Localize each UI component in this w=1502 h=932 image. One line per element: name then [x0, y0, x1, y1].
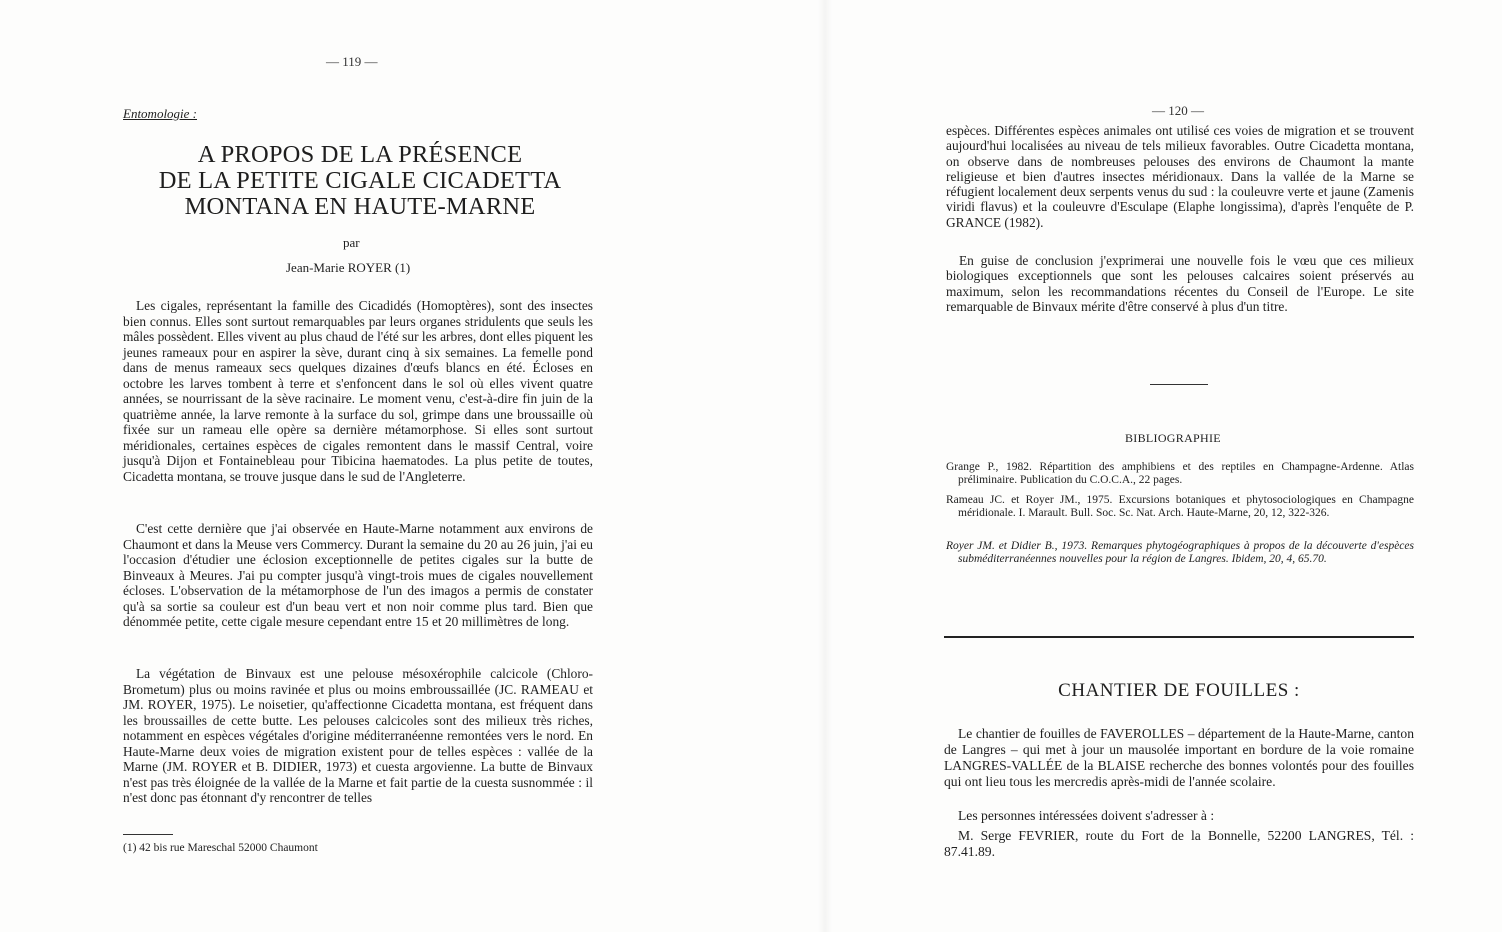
- footnote-rule: [123, 834, 173, 835]
- author-name: Jean-Marie ROYER (1): [286, 260, 411, 275]
- notice-paragraph: Les personnes intéressées doivent s'adresser à :: [958, 808, 1215, 823]
- footnote: (1) 42 bis rue Mareschal 52000 Chaumont: [123, 842, 318, 854]
- notice-contact: M. Serge FEVRIER, route du Fort de la Bonnelle, 52200 LANGRES, Tél. : 87.41.89.: [944, 828, 1414, 859]
- right-page: [832, 0, 1502, 932]
- section-label: Entomologie :: [123, 106, 198, 121]
- body-paragraph: La végétation de Binvaux est une pelouse mésoxérophile calcicole (Chloro-Brometum) plus ou moins ravinée et plus ou moins embroussaillée (JC. RAMEAU et JM. ROYER, 1975). Le noisetier, qu'affectionne Cicadetta montana, est fréquent dans les broussailles de cette butte. Les pelouses calcicoles sont des milieux très riches, notamment en espèces végétales d'origine méditerranéenne remontées vers le nord. En Haute-Marne deux voies de migration existent pour de telles espèces : vallée de la Marne (JM. ROYER et B. DIDIER, 1973) et cuesta argovienne. La butte de Binvaux n'est pas très éloignée de la vallée de la Marne et fait partie de la cuesta susnommée : il n'est donc pas étonnant d'y rencontrer de telles: [123, 666, 593, 805]
- byline-par: par: [343, 235, 360, 250]
- body-paragraph: espèces. Différentes espèces animales ont utilisé ces voies de migration et se trouvent aujourd'hui localisées au niveau de tels milieux favorables. Outre Cicadetta montana, on observe dans de nombreuses pelouses des environs de Chaumont la mante religieuse et bien d'autres insectes méridionaux. Dans la vallée de la Marne se réfugient localement deux serpents venus du sud : la couleuvre verte et jaune (Zamenis viridi flavus) et la couleuvre d'Esculape (Elaphe longissima), d'après l'enquête de P. GRANCE (1982).: [946, 123, 1414, 230]
- page-number-right: — 120 —: [1152, 103, 1204, 118]
- title-line: DE LA PETITE CIGALE CICADETTA: [158, 167, 562, 194]
- title-line: A PROPOS DE LA PRÉSENCE: [197, 141, 523, 168]
- body-paragraph: En guise de conclusion j'exprimerai une nouvelle fois le vœu que ces milieux biologiques exceptionnels que sont les pelouses calcaires soient préservés au maximum, selon les recommandations récentes du Conseil de l'Europe. Le site remarquable de Binvaux mérite d'être conservé à plus d'un titre.: [946, 253, 1414, 314]
- notice-paragraph: Le chantier de fouilles de FAVEROLLES – département de la Haute-Marne, canton de Langres – qui met à jour un mausolée important en bordure de la voie romaine LANGRES-VALLÉE de la BLAISE recherche des bonnes volontés pour des fouilles qui ont lieu tous les mercredis après-midi de l'année scolaire.: [944, 726, 1414, 789]
- page-gutter: [818, 0, 832, 932]
- bibliography-heading: BIBLIOGRAPHIE: [1125, 431, 1221, 445]
- notice-title: CHANTIER DE FOUILLES :: [1058, 680, 1300, 701]
- title-line: MONTANA EN HAUTE-MARNE: [184, 193, 536, 220]
- article-separator: [944, 636, 1414, 638]
- bibliography-entry: Rameau JC. et Royer JM., 1975. Excursions botaniques et phytosociologiques en Champagne méridionale. I. Marault. Bull. Soc. Sc. Nat. Arch. Haute-Marne, 20, 12, 322-326.: [946, 494, 1414, 519]
- body-paragraph: C'est cette dernière que j'ai observée en Haute-Marne notamment aux environs de Chaumont et dans la Meuse vers Commercy. Durant la semaine du 20 au 26 juin, j'ai eu l'occasion d'étudier une éclosion exceptionnelle de petites cigales sur la butte de Binveaux à Meures. J'ai pu compter jusqu'à vingt-trois mues de cigales nouvellement écloses. L'observation de la métamorphose de l'un des imagos a permis de constater qu'à sa sortie sa couleur est d'un beau vert et non noir comme plus tard. Bien que dénommée petite, cette cigale mesure cependant entre 15 et 20 millimètres de long.: [123, 521, 593, 629]
- bibliography-entry: Grange P., 1982. Répartition des amphibiens et des reptiles en Champagne-Ardenne. Atlas préliminaire. Publication du C.O.C.A., 22 pages.: [946, 461, 1414, 486]
- section-divider: [1150, 384, 1208, 385]
- page-number-left: — 119 —: [326, 54, 378, 69]
- article-title: [110, 142, 610, 220]
- bibliography-entry: Royer JM. et Didier B., 1973. Remarques phytogéographiques à propos de la découverte d'espèces subméditerranéennes nouvelles pour la région de Langres. Ibidem, 20, 4, 65.70.: [946, 540, 1414, 565]
- body-paragraph: Les cigales, représentant la famille des Cicadidés (Homoptères), sont des insectes bien connus. Elles sont surtout remarquables par leurs organes stridulents que seuls les mâles possèdent. Elles vivent au plus chaud de l'été sur les arbres, dont elles piquent les jeunes rameaux pour en aspirer la sève, durant cinq à six semaines. La femelle pond dans de menus rameaux secs quelques dizaines d'œufs blancs en été. Écloses en octobre les larves tombent à terre et s'enfoncent dans le sol où elles vivent quatre années, se nourrissant de la sève racinaire. Le moment venu, c'est-à-dire fin juin de la quatrième année, la larve remonte à la surface du sol, grimpe dans une broussaille où fixée sur un rameau elle opère sa dernière métamorphose. Si elles sont surtout méridionales, certaines espèces de cigales remontent dans le massif Central, voire jusqu'à Dijon et Fontainebleau pour Tibicina haematodes. La plus petite de toutes, Cicadetta montana, se trouve jusque dans le sud de l'Angleterre.: [123, 298, 593, 484]
